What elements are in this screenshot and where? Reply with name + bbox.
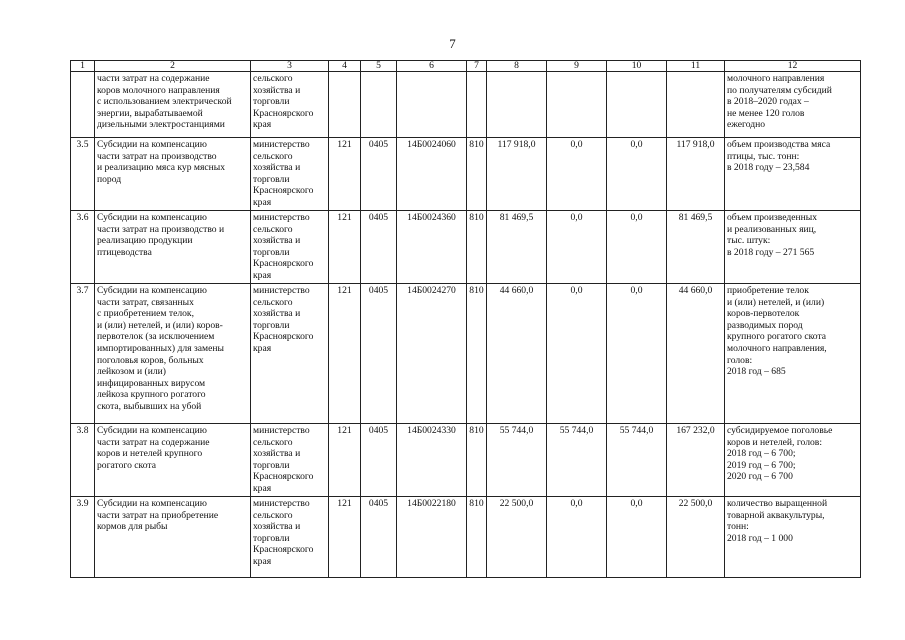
rzpr-code: 0405 — [361, 424, 397, 497]
executor: министерство сельского хозяйства и торговли Красноярского края — [251, 497, 329, 578]
amount-2019: 0,0 — [547, 211, 607, 284]
table-row — [71, 138, 861, 211]
executor: министерство сельского хозяйства и торговли Красноярского края — [251, 424, 329, 497]
expected-result: субсидируемое поголовье коров и нетелей, голов: 2018 год – 6 700; 2019 год – 6 700; 2020 год – 6 700 — [725, 424, 861, 497]
amount-total: 81 469,5 — [667, 211, 725, 284]
amount-2018 — [487, 72, 547, 138]
row-number: 3.7 — [71, 284, 95, 424]
amount-2019: 0,0 — [547, 497, 607, 578]
amount-2020: 0,0 — [607, 284, 667, 424]
measure-name: Субсидии на компенсацию части затрат на содержание коров и нетелей крупного рогатого скота — [95, 424, 251, 497]
amount-2018: 44 660,0 — [487, 284, 547, 424]
grbs-code: 121 — [329, 497, 361, 578]
header-cell: 7 — [467, 61, 487, 72]
vr-code: 810 — [467, 211, 487, 284]
row-number: 3.5 — [71, 138, 95, 211]
measure-name: Субсидии на компенсацию части затрат, связанных с приобретением телок, и (или) нетелей, и (или) коров- первотелок (за исключением импортированных) для замены поголовья коров, больных лейкозом и (или) инфицированных вирусом лейкоза крупного рогатого скота, выбывших на убой — [95, 284, 251, 424]
executor: сельского хозяйства и торговли Красноярского края — [251, 72, 329, 138]
csr-code: 14Б0024060 — [397, 138, 467, 211]
measure-name: части затрат на содержание коров молочного направления с использованием электрической энергии, вырабатываемой дизельными электростанциями — [95, 72, 251, 138]
csr-code: 14Б0024330 — [397, 424, 467, 497]
vr-code: 810 — [467, 424, 487, 497]
header-cell: 12 — [725, 61, 861, 72]
header-cell: 5 — [361, 61, 397, 72]
row-number: 3.6 — [71, 211, 95, 284]
header-cell: 8 — [487, 61, 547, 72]
rzpr-code: 0405 — [361, 211, 397, 284]
measure-name: Субсидии на компенсацию части затрат на производство и реализацию мяса кур мясных пород — [95, 138, 251, 211]
amount-total: 22 500,0 — [667, 497, 725, 578]
csr-code: 14Б0024360 — [397, 211, 467, 284]
table-row — [71, 211, 861, 284]
header-cell: 9 — [547, 61, 607, 72]
rzpr-code — [361, 72, 397, 138]
header-cell: 11 — [667, 61, 725, 72]
executor: министерство сельского хозяйства и торговли Красноярского края — [251, 211, 329, 284]
header-row — [71, 61, 861, 72]
executor: министерство сельского хозяйства и торговли Красноярского края — [251, 284, 329, 424]
amount-2020: 55 744,0 — [607, 424, 667, 497]
table-row — [71, 424, 861, 497]
executor: министерство сельского хозяйства и торговли Красноярского края — [251, 138, 329, 211]
csr-code: 14Б0022180 — [397, 497, 467, 578]
row-number: 3.8 — [71, 424, 95, 497]
amount-2020 — [607, 72, 667, 138]
header-cell: 2 — [95, 61, 251, 72]
amount-2020: 0,0 — [607, 497, 667, 578]
expected-result: объем произведенных и реализованных яиц, тыс. штук: в 2018 году – 271 565 — [725, 211, 861, 284]
amount-2019 — [547, 72, 607, 138]
grbs-code — [329, 72, 361, 138]
amount-2019: 55 744,0 — [547, 424, 607, 497]
row-number — [71, 72, 95, 138]
amount-2019: 0,0 — [547, 138, 607, 211]
rzpr-code: 0405 — [361, 497, 397, 578]
amount-2018: 81 469,5 — [487, 211, 547, 284]
amount-2018: 117 918,0 — [487, 138, 547, 211]
page-number: 7 — [449, 36, 456, 51]
vr-code: 810 — [467, 284, 487, 424]
vr-code — [467, 72, 487, 138]
expected-result: приобретение телок и (или) нетелей, и (или) коров-первотелок разводимых пород крупного рогатого скота молочного направления, голов: 2018 год – 685 — [725, 284, 861, 424]
measure-name: Субсидии на компенсацию части затрат на приобретение кормов для рыбы — [95, 497, 251, 578]
grbs-code: 121 — [329, 138, 361, 211]
amount-2020: 0,0 — [607, 138, 667, 211]
vr-code: 810 — [467, 497, 487, 578]
vr-code: 810 — [467, 138, 487, 211]
amount-2019: 0,0 — [547, 284, 607, 424]
rzpr-code: 0405 — [361, 138, 397, 211]
amount-total: 117 918,0 — [667, 138, 725, 211]
amount-2018: 55 744,0 — [487, 424, 547, 497]
table-row — [71, 284, 861, 424]
header-cell: 3 — [251, 61, 329, 72]
program-table — [70, 60, 861, 578]
expected-result: количество выращенной товарной аквакультуры, тонн: 2018 год – 1 000 — [725, 497, 861, 578]
grbs-code: 121 — [329, 424, 361, 497]
header-cell: 1 — [71, 61, 95, 72]
expected-result: молочного направления по получателям субсидий в 2018–2020 годах – не менее 120 голов ежегодно — [725, 72, 861, 138]
measure-name: Субсидии на компенсацию части затрат на производство и реализацию продукции птицеводства — [95, 211, 251, 284]
csr-code: 14Б0024270 — [397, 284, 467, 424]
table-row — [71, 497, 861, 578]
header-cell: 4 — [329, 61, 361, 72]
expected-result: объем производства мяса птицы, тыс. тонн: в 2018 году – 23,584 — [725, 138, 861, 211]
csr-code — [397, 72, 467, 138]
header-cell: 6 — [397, 61, 467, 72]
row-number: 3.9 — [71, 497, 95, 578]
amount-2020: 0,0 — [607, 211, 667, 284]
amount-total: 167 232,0 — [667, 424, 725, 497]
table-row — [71, 72, 861, 138]
grbs-code: 121 — [329, 211, 361, 284]
amount-2018: 22 500,0 — [487, 497, 547, 578]
amount-total: 44 660,0 — [667, 284, 725, 424]
header-cell: 10 — [607, 61, 667, 72]
rzpr-code: 0405 — [361, 284, 397, 424]
amount-total — [667, 72, 725, 138]
grbs-code: 121 — [329, 284, 361, 424]
